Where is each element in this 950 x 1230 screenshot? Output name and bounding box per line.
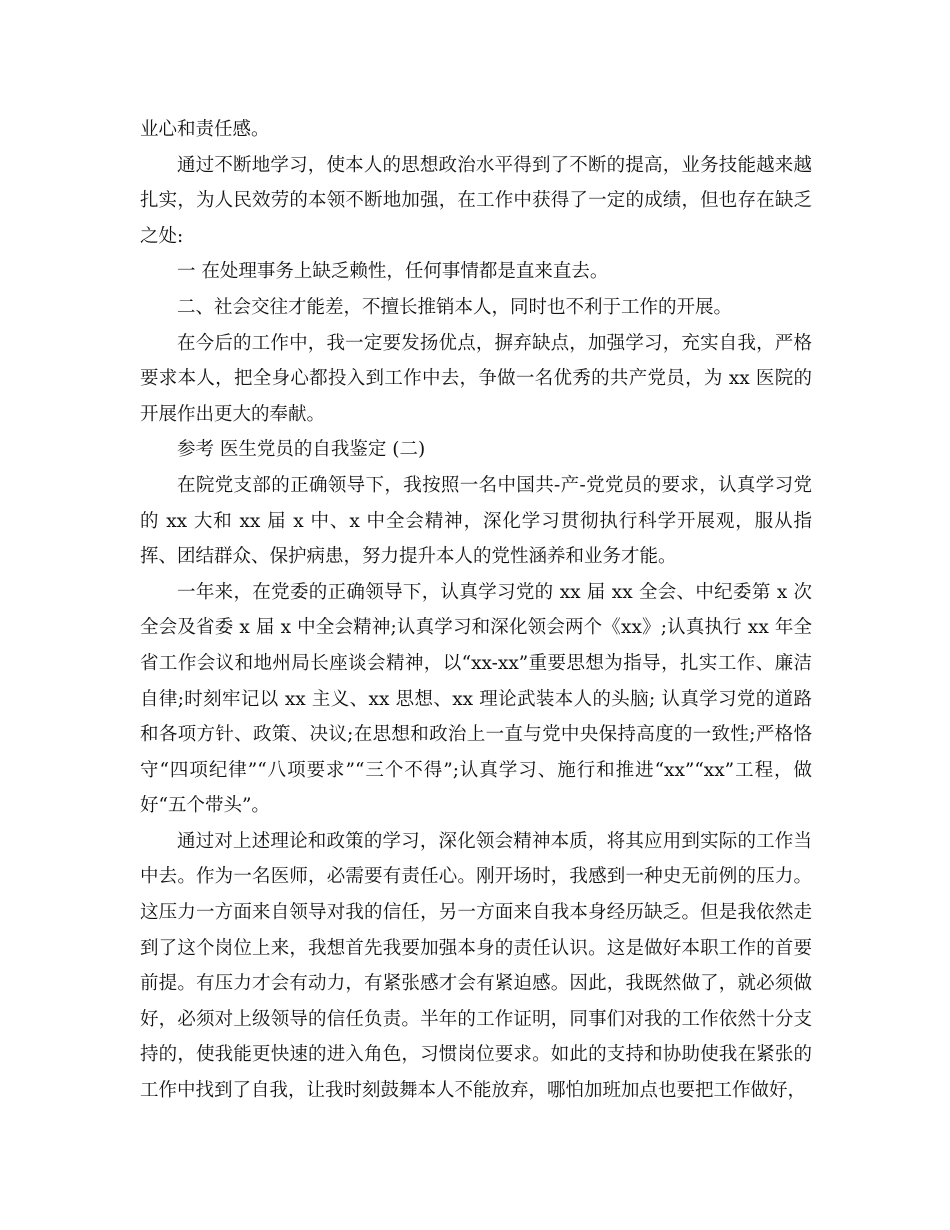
paragraph-8: 一年来，在党委的正确领导下，认真学习党的 xx 届 xx 全会、中纪委第 x 次全会及省委 x 届 x 中全会精神;认真学习和深化领会两个《xx》;认真执行 xx 年全省工作会议和地州局长座谈会精神，以“xx-xx”重要思想为指导，扎实工作、廉洁自律;时刻牢记以 xx 主义、xx 思想、xx 理论武装本人的头脑; 认真学习党的道路和各项方针、政策、决议;在思想和政治上一直与党中央保持高度的一致性;严格恪守“四项纪律”“八项要求”“三个不得”;认真学习、施行和推进“xx”“xx”工程，做好“五个带头”。 — [140, 581, 812, 817]
paragraph-3: 一 在处理事务上缺乏赖性，任何事情都是直来直去。 — [177, 261, 609, 283]
paragraph-2: 通过不断地学习，使本人的思想政治水平得到了不断的提高，业务技能越来越扎实，为人民效劳的本领不断地加强，在工作中获得了一定的成绩，但也存在缺乏之处: — [140, 154, 812, 247]
paragraph-9: 通过对上述理论和政策的学习，深化领会精神本质，将其应用到实际的工作当中去。作为一名医师，必需要有责任心。刚开场时，我感到一种史无前例的压力。这压力一方面来自领导对我的信任，另一方面来自我本身经历缺乏。但是我依然走到了这个岗位上来，我想首先我要加强本身的责任认识。这是做好本职工作的首要前提。有压力才会有动力，有紧张感才会有紧迫感。因此，我既然做了，就必须做好，必须对上级领导的信任负责。半年的工作证明，同事们对我的工作依然十分支持的，使我能更快速的进入角色，习惯岗位要求。如此的支持和协助使我在紧张的工作中找到了自我，让我时刻鼓舞本人不能放弃，哪怕加班加点也要把工作做好， — [140, 830, 812, 1102]
paragraph-4: 二、社会交往才能差，不擅长推销本人，同时也不利于工作的开展。 — [177, 296, 733, 318]
section-heading: 参考 医生党员的自我鉴定 (二) — [177, 439, 426, 461]
paragraph-7: 在院党支部的正确领导下，我按照一名中国共-产-党党员的要求，认真学习党的 xx 大和 xx 届 x 中、x 中全会精神，深化学习贯彻执行科学开展观，服从指挥、团结群众、保护病患，努力提升本人的党性涵养和业务才能。 — [140, 474, 812, 568]
paragraph-1: 业心和责任感。 — [140, 119, 270, 140]
document-body — [140, 112, 812, 1109]
paragraph-5: 在今后的工作中，我一定要发扬优点，摒弃缺点，加强学习，充实自我，严格要求本人，把全身心都投入到工作中去，争做一名优秀的共产党员，为 xx 医院的开展作出更大的奉献。 — [140, 332, 812, 425]
